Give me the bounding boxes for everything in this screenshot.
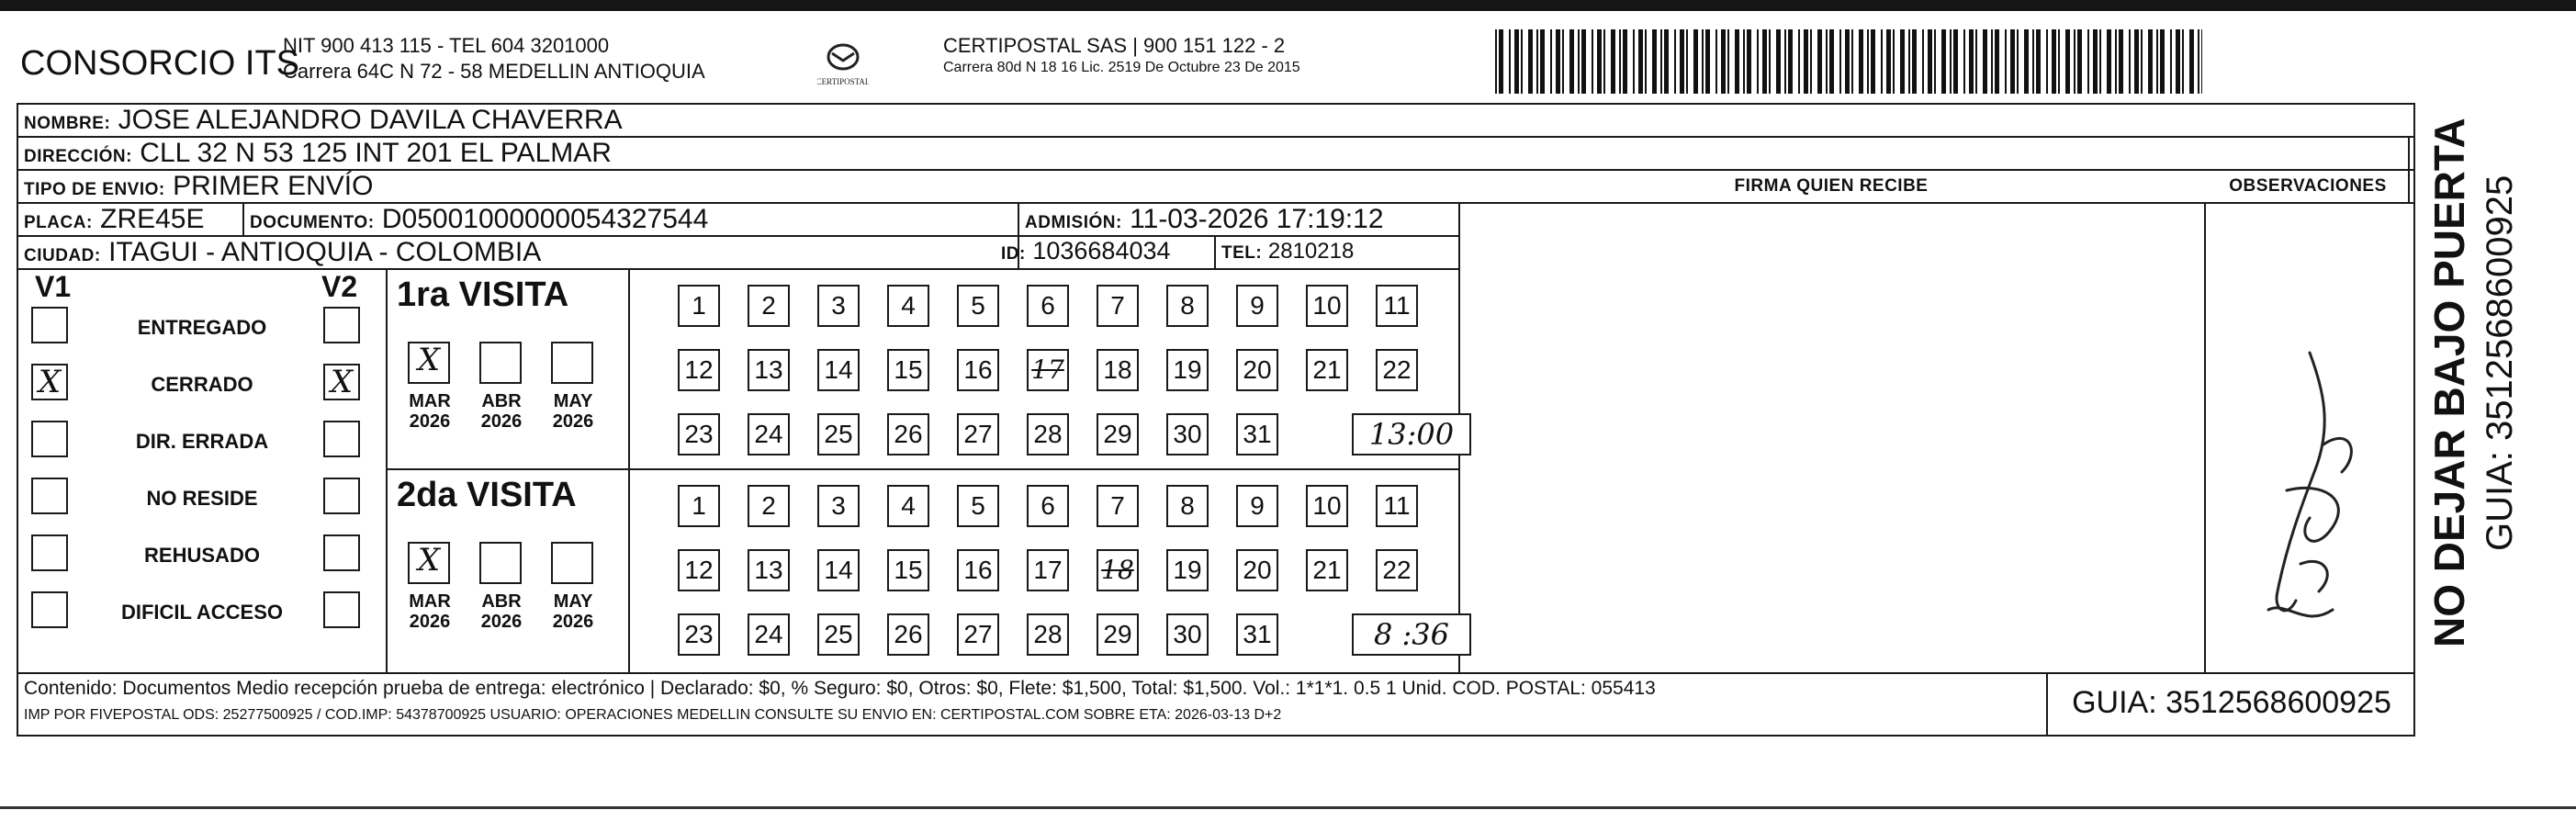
barcode-bar [1664,29,1669,94]
day-box[interactable]: 21 [1306,549,1348,591]
barcode-bar [1776,29,1781,94]
status-label: NO RESIDE [146,487,258,510]
footer-content-line: Contenido: Documentos Medio recepción prueba de entrega: electrónico | Declarado: $0, % Seguro: $0, Otros: $0, Flete: $1,500, Total: $1,500. Vol.: 1*1*1. 0.5 1 Unid. COD. POSTAL: 055413 [24,678,1656,699]
barcode-bar [1735,29,1739,94]
day-box[interactable]: 21 [1306,349,1348,391]
barcode-bar [1581,29,1586,94]
barcode-bar [1550,29,1552,94]
barcode-bar [1623,29,1627,94]
tipo-row [24,171,373,202]
status-label: DIR. ERRADA [135,430,269,453]
barcode-bar [1922,29,1924,94]
tel-field [1221,239,1354,264]
barcode-bar [1680,29,1684,94]
barcode-bar [1969,29,1974,94]
day-box[interactable]: 16 [957,549,999,591]
barcode-bar [1578,29,1580,94]
day-box[interactable]: 13 [748,349,790,391]
day-box[interactable]: 15 [887,349,929,391]
barcode-bar [1562,29,1564,94]
barcode-bar [1867,29,1869,94]
barcode-bar [1619,29,1621,94]
delivery-form [17,103,2415,737]
day-box[interactable]: 6 [1027,285,1069,327]
month-label [474,591,529,632]
tel-label: TEL: [1221,243,1263,263]
month-label [402,591,457,632]
barcode-bar [1674,29,1676,94]
day-box[interactable]: 1 [678,285,720,327]
status-label: CERRADO [151,373,253,396]
placa-field [24,204,205,235]
visit-divider [386,468,1460,470]
month-label [474,391,529,432]
barcode-bar [2182,29,2184,94]
barcode-bar [1705,29,1710,94]
barcode-bar [2141,29,2143,94]
barcode-bar [1597,29,1602,94]
barcode-bar [1747,29,1751,94]
tel-value: 2810218 [1267,239,1355,264]
row-divider [18,672,2413,674]
barcode-bar [1826,29,1828,94]
day-box[interactable]: 28 [1027,613,1069,656]
barcode-bar [1509,29,1511,94]
day-box[interactable]: 3 [817,485,860,527]
admision-label: ADMISIÓN: [1025,213,1122,232]
day-box[interactable]: 30 [1166,613,1209,656]
day-box[interactable]: 20 [1236,349,1278,391]
day-box[interactable]: 1 [678,485,720,527]
barcode-bar [2129,29,2131,94]
v1-checkbox[interactable] [31,364,68,400]
placa-label: PLACA: [24,213,93,232]
v1-checkbox[interactable] [31,421,68,457]
barcode-bar [2046,29,2048,94]
barcode-bar [1941,29,1946,94]
day-box[interactable]: 9 [1236,485,1278,527]
barcode-bar [1495,29,1497,94]
day-box[interactable]: 2 [748,285,790,327]
ciudad-field [24,237,541,268]
month-checkbox[interactable] [551,342,593,384]
col-divider [2046,672,2048,737]
day-box[interactable]: 28 [1027,413,1069,455]
tipo-value: PRIMER ENVÍO [173,171,374,201]
month-name: MAR [409,391,451,411]
barcode-bar [1693,29,1698,94]
day-box[interactable]: 13 [748,549,790,591]
barcode-bar [2107,29,2111,94]
barcode-bar [1528,29,1533,94]
barcode-bar [1851,29,1853,94]
barcode-bar [1829,29,1834,94]
day-box[interactable]: 23 [678,613,720,656]
brand-name: CONSORCIO ITS [20,44,300,83]
documento-value: D05001000000054327544 [381,204,709,234]
v1-header: V1 [35,270,72,303]
month-checkbox[interactable] [408,342,450,384]
day-box[interactable]: 31 [1236,613,1278,656]
observaciones-header: OBSERVACIONES [2229,176,2387,196]
v2-checkbox[interactable] [323,478,360,514]
day-box[interactable]: 19 [1166,349,1209,391]
barcode-bar [2099,29,2101,94]
month-name: MAY [553,591,593,612]
day-box[interactable]: 23 [678,413,720,455]
day-box[interactable]: 16 [957,349,999,391]
logo-text: CERTIPOSTAL [817,77,869,86]
barcode-bar [1784,29,1786,94]
day-box[interactable]: 22 [1376,549,1418,591]
shipment-barcode [1495,29,2202,94]
day-box[interactable]: 25 [817,613,860,656]
barcode-bar [1788,29,1793,94]
barcode-bar [2010,29,2015,94]
barcode-bar [1845,29,1850,94]
barcode-bar [1769,29,1771,94]
day-box[interactable]: 15 [887,549,929,591]
admision-field [1025,204,1384,235]
signature-scribble [2222,334,2397,647]
row-divider [18,268,1460,270]
direccion-label: DIRECCIÓN: [24,147,132,166]
day-box[interactable]: 14 [817,349,860,391]
row-divider [18,169,2413,171]
admision-value: 11-03-2026 17:19:12 [1130,204,1384,234]
barcode-bar [2119,29,2123,94]
ciudad-value: ITAGUI - ANTIOQUIA - COLOMBIA [108,237,542,267]
day-box[interactable]: 19 [1166,549,1209,591]
barcode-bar [1963,29,1965,94]
month-year: 2026 [409,411,451,432]
day-box[interactable]: 24 [748,613,790,656]
day-box[interactable]: 3 [817,285,860,327]
v2-checkbox[interactable] [323,307,360,343]
day-box[interactable]: 4 [887,285,929,327]
placa-value: ZRE45E [100,204,205,234]
day-box[interactable]: 26 [887,413,929,455]
barcode-bar [2201,29,2202,94]
barcode-bar [1633,29,1635,94]
day-box[interactable]: 17 [1027,549,1069,591]
barcode-bar [1839,29,1841,94]
footer-print-line: IMP POR FIVEPOSTAL ODS: 25277500925 / COD.IMP: 54378700925 USUARIO: OPERACIONES MEDELLIN CONSULTE SU ENVIO EN: CERTIPOSTAL.COM SOBRE ETA: 2026-03-13 D+2 [24,707,1282,723]
barcode-bar [2160,29,2165,94]
month-checkbox[interactable] [479,542,522,584]
barcode-bar [2148,29,2153,94]
v1-checkbox[interactable] [31,534,68,571]
ciudad-label: CIUDAD: [24,246,101,265]
firma-header: FIRMA QUIEN RECIBE [1734,176,1929,196]
day-box[interactable]: 20 [1236,549,1278,591]
month-checkbox[interactable] [408,542,450,584]
check-mark: X [38,364,62,400]
company-info [283,33,705,84]
barcode-bar [1521,29,1523,94]
nombre-label: NOMBRE: [24,114,111,133]
barcode-bar [1810,29,1812,94]
day-box[interactable]: 27 [957,413,999,455]
direccion-row [24,138,612,169]
barcode-bar [1817,29,1822,94]
bottom-edge-line [0,806,2576,809]
barcode-bar [1727,29,1729,94]
barcode-bar [1871,29,1875,94]
day-box[interactable]: 22 [1376,349,1418,391]
barcode-bar [2115,29,2117,94]
month-name: MAR [409,591,451,612]
visit-title: 1ra VISITA [397,276,569,314]
month-label [546,391,601,432]
day-box[interactable]: 8 [1166,485,1209,527]
barcode-bar [2052,29,2056,94]
col-divider [2204,202,2206,672]
month-name: ABR [481,391,522,411]
barcode-bar [2005,29,2007,94]
barcode-bar [1859,29,1863,94]
check-mark: X [330,364,354,400]
day-box[interactable]: 9 [1236,285,1278,327]
day-box[interactable]: 4 [887,485,929,527]
barcode-bar [2170,29,2172,94]
barcode-bar [1995,29,1999,94]
barcode-bar [2074,29,2075,94]
v2-checkbox[interactable] [323,591,360,628]
status-label: REHUSADO [144,544,260,567]
day-box[interactable]: 24 [748,413,790,455]
month-year: 2026 [409,612,451,632]
day-box[interactable]: 18 [1097,549,1139,591]
id-value: 1036684034 [1032,237,1171,264]
v2-header: V2 [321,270,358,303]
col-divider [1214,235,1216,268]
barcode-bar [2189,29,2194,94]
barcode-bar [1743,29,1745,94]
barcode-bar [2065,29,2070,94]
v1-checkbox[interactable] [31,307,68,343]
col-divider [386,268,388,672]
barcode-bar [1798,29,1800,94]
month-label [402,391,457,432]
barcode-bar [2036,29,2041,94]
barcode-bar [1991,29,1993,94]
barcode-bar [1900,29,1905,94]
day-box[interactable]: 8 [1166,285,1209,327]
month-name: ABR [481,591,522,612]
barcode-bar [2176,29,2180,94]
day-box[interactable]: 10 [1306,485,1348,527]
visit-title: 2da VISITA [397,476,577,514]
documento-field [250,204,708,235]
id-label: ID: [1001,244,1026,264]
barcode-bar [1645,29,1647,94]
col-divider [628,268,630,672]
barcode-bar [1702,29,1704,94]
nombre-value: JOSE ALEJANDRO DAVILA CHAVERRA [118,105,623,135]
barcode-bar [1804,29,1808,94]
barcode-bar [1611,29,1615,94]
day-box[interactable]: 30 [1166,413,1209,455]
status-label: DIFICIL ACCESO [120,601,283,624]
barcode-bar [1514,29,1519,94]
day-box[interactable]: 7 [1097,285,1139,327]
day-box[interactable]: 12 [678,549,720,591]
barcode-bar [1569,29,1574,94]
month-year: 2026 [480,612,523,632]
day-box[interactable]: 18 [1097,349,1139,391]
day-box[interactable]: 27 [957,613,999,656]
documento-label: DOCUMENTO: [250,213,375,232]
v2-checkbox[interactable] [323,534,360,571]
barcode-bar [1686,29,1688,94]
barcode-bar [2156,29,2158,94]
carrier-line: CERTIPOSTAL SAS | 900 151 122 - 2 [943,34,1286,57]
barcode-bar [1975,29,1977,94]
v1-checkbox[interactable] [31,591,68,628]
day-box[interactable]: 2 [748,485,790,527]
id-field [1001,237,1171,265]
barcode-bar [1953,29,1958,94]
signature-text: R Builog [2286,630,2335,645]
day-box[interactable]: 11 [1376,285,1418,327]
barcode-bar [1912,29,1917,94]
barcode-bar [1499,29,1503,94]
barcode-bar [1757,29,1759,94]
day-box[interactable]: 17 [1027,349,1069,391]
barcode-bar [2017,29,2019,94]
day-box[interactable]: 26 [887,613,929,656]
day-box[interactable]: 7 [1097,485,1139,527]
check-mark: X [417,342,441,378]
barcode-bar [1934,29,1936,94]
barcode-bar [1652,29,1657,94]
month-year: 2026 [552,411,594,432]
barcode-bar [1886,29,1891,94]
day-box[interactable]: 10 [1306,285,1348,327]
barcode-bar [1603,29,1605,94]
barcode-bar [1638,29,1643,94]
footer-guia: GUIA: 3512568600925 [2072,685,2391,720]
barcode-bar [2077,29,2082,94]
direccion-value: CLL 32 N 53 125 INT 201 EL PALMAR [140,138,612,168]
day-box[interactable]: 31 [1236,413,1278,455]
barcode-bar [2198,29,2199,94]
barcode-bar [1660,29,1662,94]
barcode-bar [1908,29,1910,94]
barcode-bar [2093,29,2098,94]
col-divider [242,202,244,235]
visit-time: 13:00 [1352,413,1471,455]
certipostal-logo [817,37,869,92]
side-guia-number: GUIA: 3512568600925 [2480,174,2520,551]
barcode-bar [1983,29,1987,94]
barcode-bar [1721,29,1726,94]
barcode-bar [2032,29,2034,94]
day-box[interactable]: 6 [1027,485,1069,527]
month-year: 2026 [552,612,594,632]
status-label: ENTREGADO [137,316,267,339]
barcode-bar [1715,29,1717,94]
day-box[interactable]: 25 [817,413,860,455]
day-box[interactable]: 29 [1097,613,1139,656]
barcode-bar [1540,29,1545,94]
no-dejar-bajo-puerta-note: NO DEJAR BAJO PUERTA [2425,118,2473,647]
barcode-bar [2024,29,2029,94]
carrier-info [943,35,1300,79]
v2-checkbox[interactable] [323,421,360,457]
envelope-logo-icon [817,37,869,92]
day-box[interactable]: 12 [678,349,720,391]
check-mark: X [417,542,441,579]
nit-line: NIT 900 413 115 - TEL 604 3201000 [283,34,610,57]
month-label [546,591,601,632]
barcode-bar [2058,29,2060,94]
barcode-bar [1928,29,1932,94]
day-box[interactable]: 11 [1376,485,1418,527]
barcode-bar [1536,29,1538,94]
nombre-row [24,105,623,136]
month-year: 2026 [480,411,523,432]
day-box[interactable]: 5 [957,485,999,527]
day-box[interactable]: 29 [1097,413,1139,455]
day-box[interactable]: 14 [817,549,860,591]
barcode-bar [1893,29,1895,94]
barcode-bar [1556,29,1560,94]
v2-checkbox[interactable] [323,364,360,400]
barcode-bar [1762,29,1767,94]
barcode-bar [1950,29,1952,94]
tipo-label: TIPO DE ENVIO: [24,180,165,199]
company-address: Carrera 64C N 72 - 58 MEDELLIN ANTIOQUIA [283,60,705,83]
top-edge-band [0,0,2576,11]
barcode-bar [2134,29,2139,94]
month-checkbox[interactable] [479,342,522,384]
carrier-license: Carrera 80d N 18 16 Lic. 2519 De Octubre 23 De 2015 [943,60,1300,75]
barcode-bar [1592,29,1593,94]
barcode-bar [2087,29,2089,94]
visit-time: 8 :36 [1352,613,1471,656]
day-box[interactable]: 5 [957,285,999,327]
month-checkbox[interactable] [551,542,593,584]
barcode-bar [1881,29,1883,94]
v1-checkbox[interactable] [31,478,68,514]
month-name: MAY [553,391,593,411]
